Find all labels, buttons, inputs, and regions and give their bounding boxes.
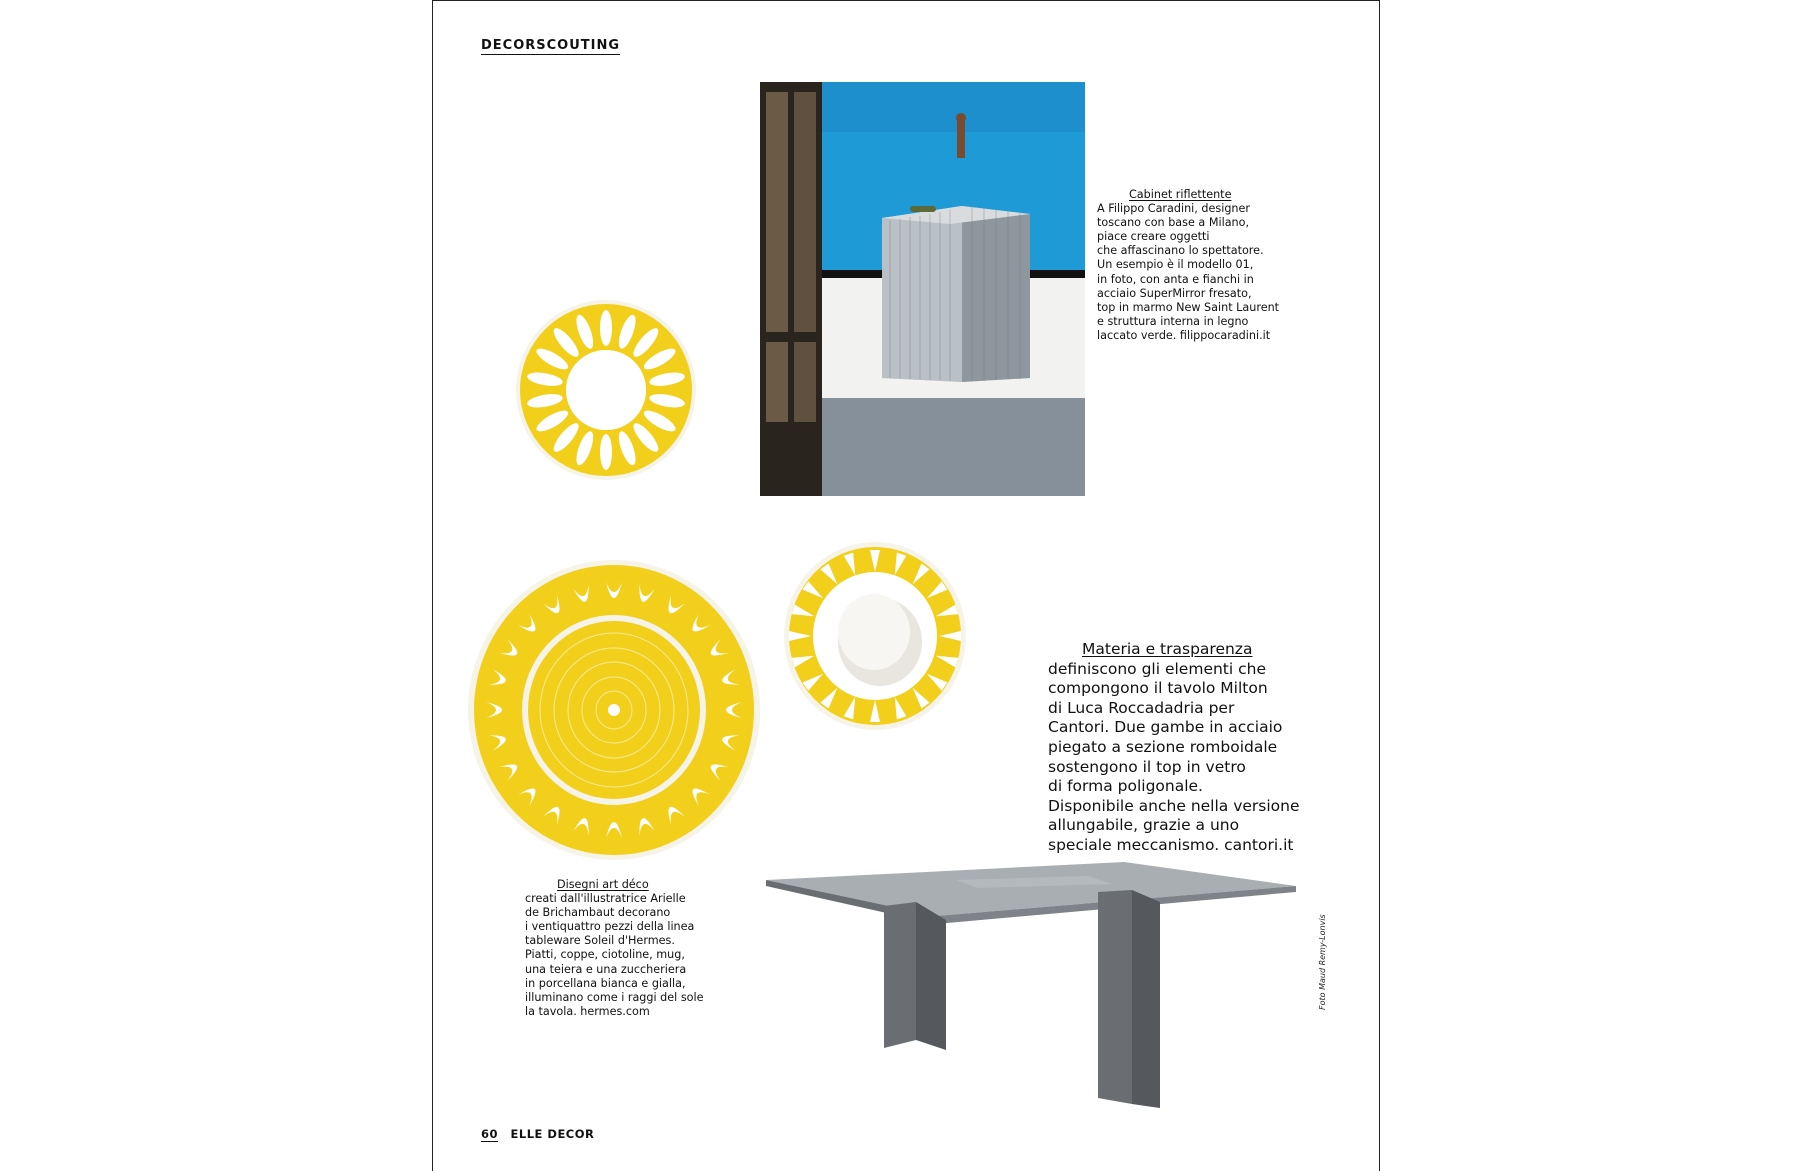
- table-caption-line: allungabile, grazie a uno: [1048, 816, 1240, 835]
- bowl: [782, 540, 968, 732]
- cabinet-caption-line: piace creare oggetti: [1097, 230, 1210, 244]
- deco-caption: [525, 878, 725, 1019]
- deco-caption-line: una teiera e una zuccheriera: [525, 962, 687, 976]
- table-caption-line: Disponibile anche nella versione: [1048, 796, 1300, 815]
- table-caption-line: sostengono il top in vetro: [1048, 757, 1246, 776]
- page-footer: [481, 1127, 594, 1141]
- table-caption-line: compongono il tavolo Milton: [1048, 679, 1268, 698]
- magazine-name: ELLE DECOR: [510, 1127, 595, 1141]
- table-caption-heading: Materia e trasparenza: [1082, 640, 1253, 658]
- cabinet-caption: [1097, 188, 1297, 343]
- cabinet-caption-line: toscano con base a Milano,: [1097, 216, 1250, 230]
- page-number: 60: [481, 1127, 499, 1141]
- cabinet-caption-heading: Cabinet riflettente: [1129, 188, 1232, 201]
- cabinet-caption-line: e struttura interna in legno: [1097, 314, 1249, 328]
- deco-caption-line: tableware Soleil d'Hermes.: [525, 934, 675, 948]
- photo-credit: Foto Maud Remy-Lonvis: [1318, 914, 1327, 1010]
- deco-caption-line: Piatti, coppe, ciotoline, mug,: [525, 948, 685, 962]
- table-photo: [766, 862, 1296, 1112]
- cabinet-caption-line: A Filippo Caradini, designer: [1097, 202, 1250, 216]
- deco-caption-line: i ventiquattro pezzi della linea: [525, 920, 695, 934]
- section-title: DECORSCOUTING: [481, 38, 621, 53]
- table-caption-line: piegato a sezione romboidale: [1048, 737, 1278, 756]
- table-caption-line: di Luca Roccadadria per: [1048, 698, 1235, 717]
- plate-large: [466, 558, 762, 862]
- deco-caption-line: creati dall'illustratrice Arielle: [525, 892, 686, 906]
- cabinet-caption-line: acciaio SuperMirror fresato,: [1097, 286, 1252, 300]
- cabinet-caption-line: in foto, con anta e fianchi in: [1097, 272, 1254, 286]
- cabinet-caption-line: che affascinano lo spettatore.: [1097, 244, 1264, 258]
- deco-caption-line: in porcellana bianca e gialla,: [525, 976, 686, 990]
- cabinet-caption-line: laccato verde. filippocaradini.it: [1097, 328, 1271, 342]
- plate-small: [514, 298, 698, 482]
- deco-caption-line: la tavola. hermes.com: [525, 1004, 650, 1018]
- cabinet-photo: [760, 82, 1085, 496]
- table-caption: [1048, 640, 1348, 856]
- table-caption-line: speciale meccanismo. cantori.it: [1048, 835, 1294, 854]
- deco-caption-line: de Brichambaut decorano: [525, 906, 671, 920]
- deco-caption-line: illuminano come i raggi del sole: [525, 990, 704, 1004]
- cabinet-caption-line: top in marmo New Saint Laurent: [1097, 300, 1280, 314]
- table-caption-line: Cantori. Due gambe in acciaio: [1048, 718, 1283, 737]
- deco-caption-heading: Disegni art déco: [557, 878, 649, 891]
- table-caption-line: definiscono gli elementi che: [1048, 659, 1266, 678]
- cabinet-caption-line: Un esempio è il modello 01,: [1097, 258, 1254, 272]
- table-caption-line: di forma poligonale.: [1048, 777, 1203, 796]
